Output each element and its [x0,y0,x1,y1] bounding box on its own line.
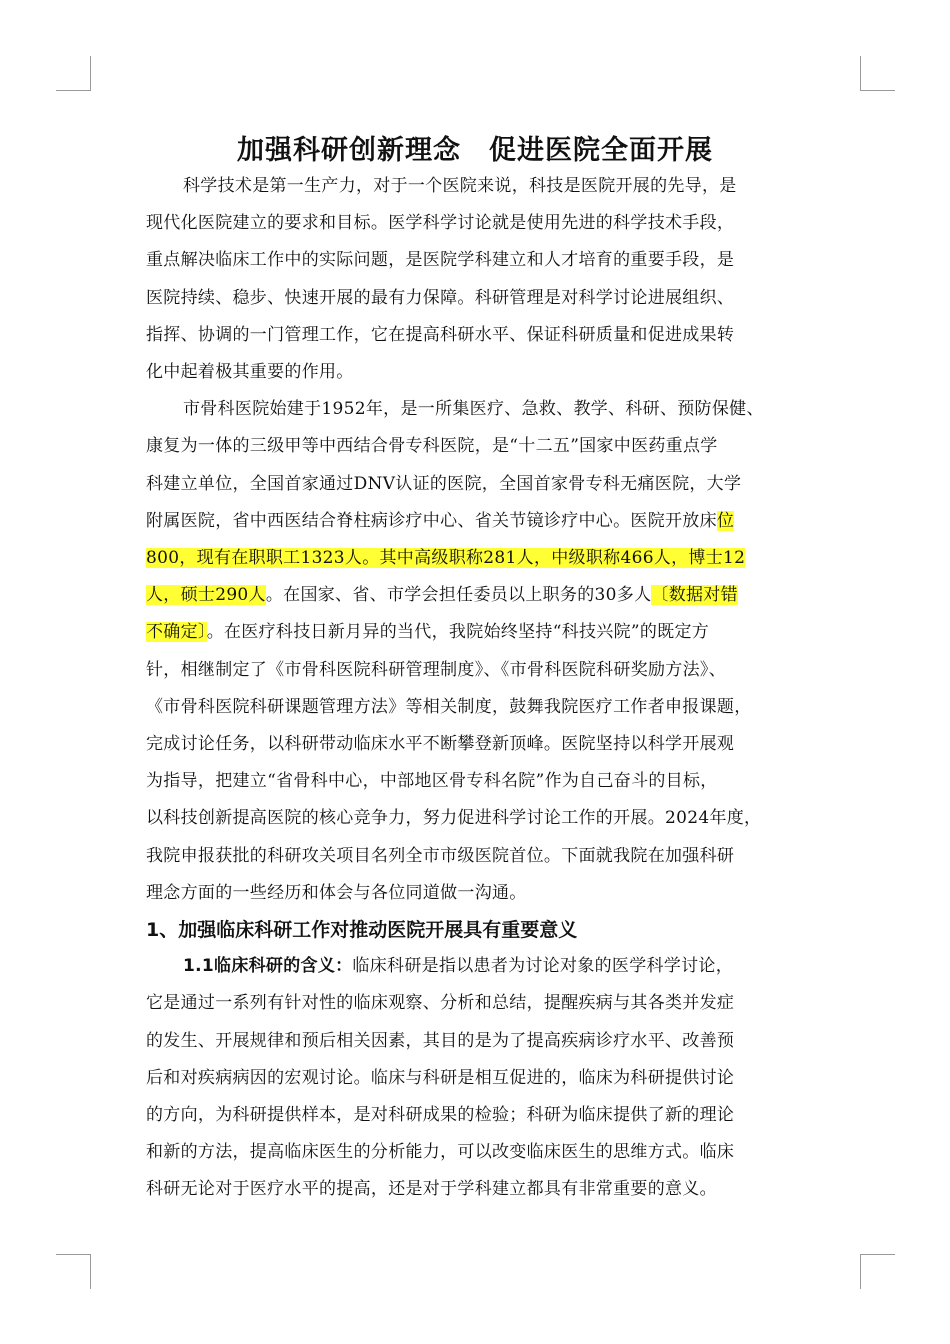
paragraph-1-line-2: 现代化医院建立的要求和目标。医学科学讨论就是使用先进的科学技术手段， [146,213,735,233]
paragraph-2-line-11: 为指导，把建立“省骨科中心，中部地区骨专科名院”作为自己奋斗的目标， [146,771,718,791]
paragraph-1-line-5: 指挥、协调的一门管理工作，它在提高科研水平、保证科研质量和促进成果转 [146,325,735,345]
crop-mark-top-left [56,56,91,91]
paragraph-2-line-10: 完成讨论任务，以科研带动临床水平不断攀登新顶峰。医院坚持以科学开展观 [146,734,735,754]
paragraph-2-line-3: 科建立单位，全国首家通过DNV认证的医院，全国首家骨专科无痛医院，大学 [146,474,742,494]
paragraph-2-line-14: 理念方面的一些经历和体会与各位同道做一沟通。 [146,883,527,903]
text-span: 附属医院，省中西医结合脊柱病诊疗中心、省关节镜诊疗中心。医院开放床 [146,511,717,531]
crop-mark-bottom-left [56,1254,91,1289]
text-span: 。在医疗科技日新月异的当代，我院始终坚持“科技兴院”的既定方 [206,622,710,642]
crop-mark-top-right [860,56,895,91]
paragraph-3-line-7: 科研无论对于医疗水平的提高，还是对于学科建立都具有非常重要的意义。 [146,1179,717,1199]
paragraph-3-line-5: 的方向，为科研提供样本，是对科研成果的检验；科研为临床提供了新的理论 [146,1105,735,1125]
paragraph-2-line-5 [146,548,745,568]
highlighted-note: 不确定〕 [146,622,207,642]
paragraph-2-line-4 [146,511,734,531]
crop-mark-bottom-right [860,1254,895,1289]
paragraph-3-line-2: 它是通过一系列有针对性的临床观察、分析和总结，提醒疾病与其各类并发症 [146,993,735,1013]
paragraph-3-line-1 [183,956,733,976]
highlighted-text: 800，现有在职职工1323人。其中高级职称281人，中级职称466人，博士12 [146,548,746,568]
paragraph-2-line-9: 《市骨科医院科研课题管理方法》等相关制度，鼓舞我院医疗工作者申报课题， [146,697,752,717]
paragraph-2-line-7 [146,622,709,642]
paragraph-3-line-6: 和新的方法，提高临床医生的分析能力，可以改变临床医生的思维方式。临床 [146,1142,735,1162]
paragraph-2-line-13: 我院申报获批的科研攻关项目名列全市市级医院首位。下面就我院在加强科研 [146,846,735,866]
paragraph-1-line-3: 重点解决临床工作中的实际问题，是医院学科建立和人才培育的重要手段，是 [146,250,735,270]
paragraph-1-line-1: 科学技术是第一生产力，对于一个医院来说，科技是医院开展的先导，是 [183,176,737,196]
subsection-lead: 1.1临床科研的含义： [183,956,353,976]
highlighted-note: 〔数据对错 [651,585,738,605]
paragraph-2-line-8: 针，相继制定了《市骨科医院科研管理制度》、《市骨科医院科研奖励方法》、 [146,660,726,680]
paragraph-3-line-3: 的发生、开展规律和预后相关因素，其目的是为了提高疾病诊疗水平、改善预 [146,1031,735,1051]
highlighted-text: 位 [716,511,735,531]
paragraph-2-line-12: 以科技创新提高医院的核心竞争力，努力促进科学讨论工作的开展。2024年度， [146,808,762,828]
paragraph-2-line-6 [146,585,738,605]
paragraph-2-line-1: 市骨科医院始建于1952年，是一所集医疗、急救、教学、科研、预防保健、 [183,399,764,419]
section-heading-1: 1、加强临床科研工作对推动医院开展具有重要意义 [146,919,578,941]
paragraph-2-line-2: 康复为一体的三级甲等中西结合骨专科医院，是“十二五”国家中医药重点学 [146,436,718,456]
paragraph-3-line-4: 后和对疾病病因的宏观讨论。临床与科研是相互促进的，临床为科研提供讨论 [146,1068,735,1088]
paragraph-1-line-4: 医院持续、稳步、快速开展的最有力保障。科研管理是对科学讨论进展组织、 [146,288,735,308]
highlighted-text: 人，硕士290人 [146,585,266,605]
paragraph-1-line-6: 化中起着极其重要的作用。 [146,362,354,382]
document-title: 加强科研创新理念 促进医院全面开展 [237,135,713,166]
text-span: 临床科研是指以患者为讨论对象的医学科学讨论， [352,956,734,976]
text-span: 。在国家、省、市学会担任委员以上职务的30多人 [265,585,652,605]
